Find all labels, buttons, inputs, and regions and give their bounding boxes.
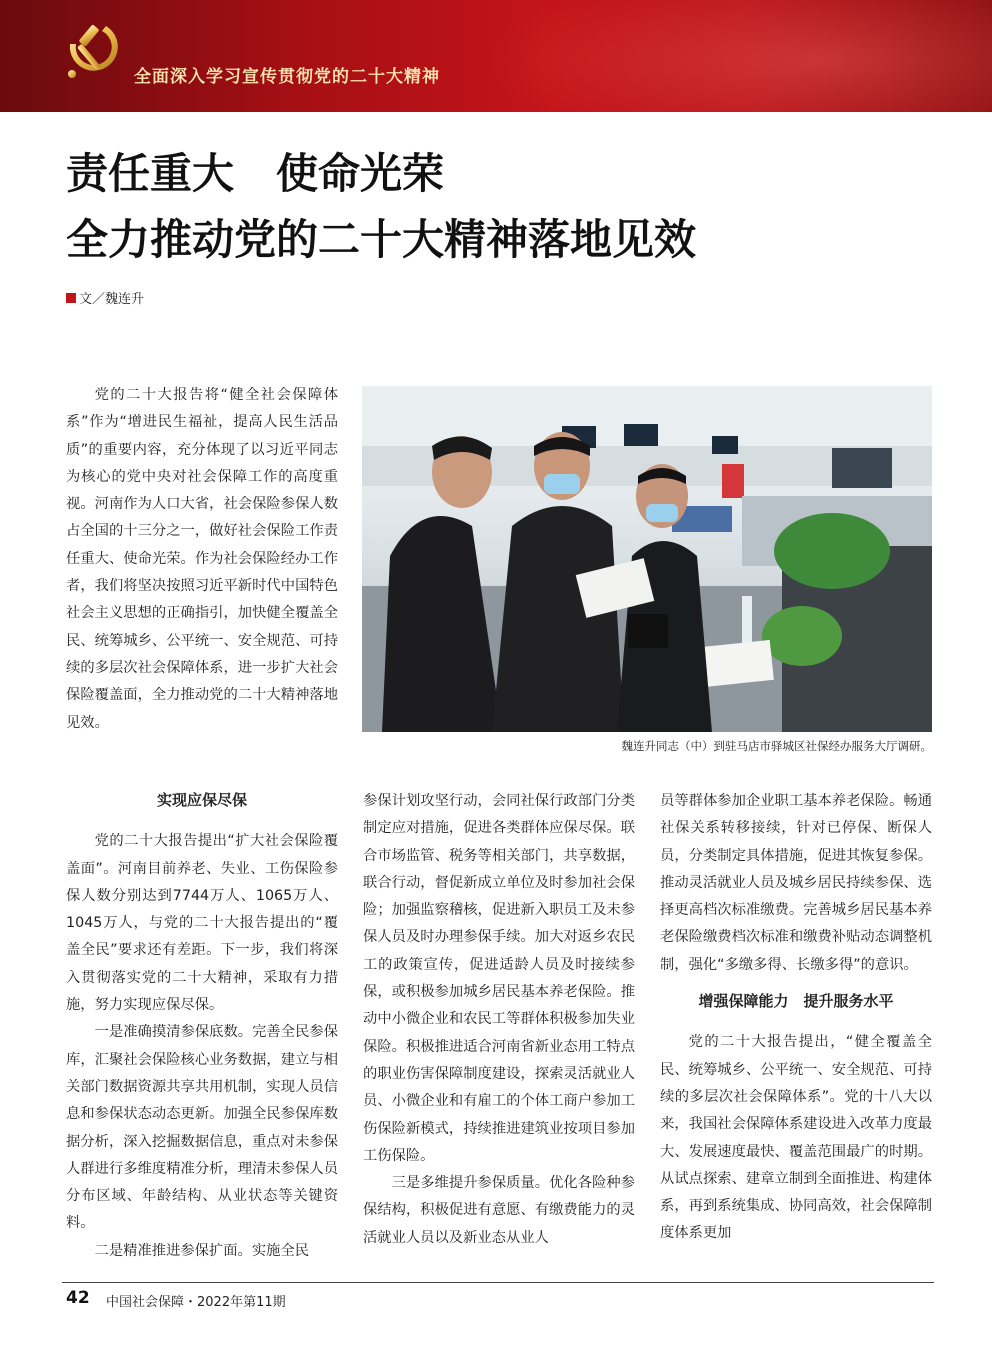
article-title-line2: 全力推动党的二十大精神落地见效 (66, 215, 697, 264)
byline (66, 288, 144, 307)
left-column (66, 778, 338, 1265)
section1-paragraph: 党的二十大报告提出“扩大社会保险覆盖面”。河南目前养老、失业、工伤保险参保人数分别达到7744万人、1065万人、1045万人，与党的二十大报告提出的“覆盖全民”要求还有差距。下一步，我们将深入贯彻落实党的二十大精神，采取有力措施，努力实现应保尽保。 (66, 833, 338, 1014)
section2-heading: 增强保障能力 提升服务水平 (698, 992, 894, 1011)
point2-lead: 二是精准推进参保扩面。 (94, 1242, 252, 1259)
intro-paragraph: 党的二十大报告将“健全社会保障体系”作为“增进民生福祉，提高人民生活品质”的重要内容，充分体现了以习近平同志为核心的党中央对社会保障工作的高度重视。河南作为人口大省，社会保险参保人数占全国的十三分之一，做好社会保险工作责任重大、使命光荣。作为社会保险经办工作者，我们将坚决按照习近平新时代中国特色社会主义思想的正确指引，加快健全覆盖全民、统筹城乡、公平统一、安全规范、可持续的多层次社会保障体系，进一步扩大社会保险覆盖面，全力推动党的二十大精神落地见效。 (66, 387, 338, 731)
footer-divider (62, 1282, 934, 1283)
point1-paragraph (66, 1019, 338, 1237)
header-banner (0, 0, 992, 112)
right-column (660, 788, 932, 1248)
middle-column (363, 788, 635, 1252)
intro-column (66, 382, 338, 737)
point2-text: 实施全民 (251, 1242, 310, 1259)
section2-paragraph: 党的二十大报告提出，“健全覆盖全民、统筹城乡、公平统一、安全规范、可持续的多层次社会保障体系”。党的十八大以来，我国社会保障体系建设进入改革力度最大、发展速度最快、覆盖范围最广的时期。从试点探索、建章立制到全面推进、构建体系，再到系统集成、协同高效，社会保障制度体系更加 (660, 1034, 932, 1242)
section1-heading: 实现应保尽保 (156, 791, 247, 809)
article-photo (362, 386, 932, 732)
article-title-line1: 责任重大 使命光荣 (66, 149, 445, 198)
byline-author: 文／魏连升 (79, 292, 145, 307)
point2-paragraph (66, 1238, 338, 1265)
col3-paragraph: 员等群体参加企业职工基本养老保险。畅通社保关系转移接续，针对已停保、断保人员，分类制定具体措施，促进其恢复参保。推动灵活就业人员及城乡居民持续参保、选择更高档次标准缴费。完善城乡居民基本养老保险缴费档次标准和缴费补贴动态调整机制，强化“多缴多得、长缴多得”的意识。 (660, 793, 932, 973)
col2-paragraph: 参保计划攻坚行动，会同社保行政部门分类制定应对措施，促进各类群体应保尽保。联合市场监管、税务等相关部门，共享数据，联合行动，督促新成立单位及时参加社会保险；加强监察稽核，促进新入职员工及未参保人员及时办理参保手续。加大对返乡农民工的政策宣传，促进适龄人员及时接续参保，或积极参加城乡居民基本养老保险。推动中小微企业和农民工等群体积极参加失业保险。积极推进适合河南省新业态用工特点的职业伤害保障制度建设，探索灵活就业人员、小微企业和有雇工的个体工商户参加工伤保险新模式，持续推进建筑业按项目参加工伤保险。 (363, 793, 635, 1164)
banner-slogan: 全面深入学习宣传贯彻党的二十大精神 (134, 67, 440, 87)
point3-lead: 三是多维提升参保质量。 (391, 1175, 550, 1192)
byline-marker-icon (66, 293, 76, 303)
journal-issue: 中国社会保障・2022年第11期 (106, 1295, 286, 1310)
hammer-sickle-icon (56, 14, 128, 86)
banner-sheen (452, 0, 992, 112)
point3-text: 优化各险种参保结构，积极促进有意愿、有缴费能力的灵活就业人员以及新业态从业人 (363, 1175, 636, 1246)
photo-caption: 魏连升同志（中）到驻马店市驿城区社保经办服务大厅调研。 (621, 739, 932, 753)
point3-paragraph (363, 1170, 635, 1252)
point1-text: 完善全民参保库，汇聚社会保险核心业务数据，建立与相关部门数据资源共享共用机制，实现人员信息和参保状态动态更新。加强全民参保库数据分析，深入挖掘数据信息，重点对未参保人群进行多维度精准分析，理清未参保人员分布区域、年龄结构、从业状态等关键资料。 (66, 1024, 339, 1232)
page-number: 42 (66, 1288, 90, 1308)
point1-lead: 一是准确摸清参保底数。 (94, 1024, 253, 1041)
photo-illustration (362, 386, 932, 732)
